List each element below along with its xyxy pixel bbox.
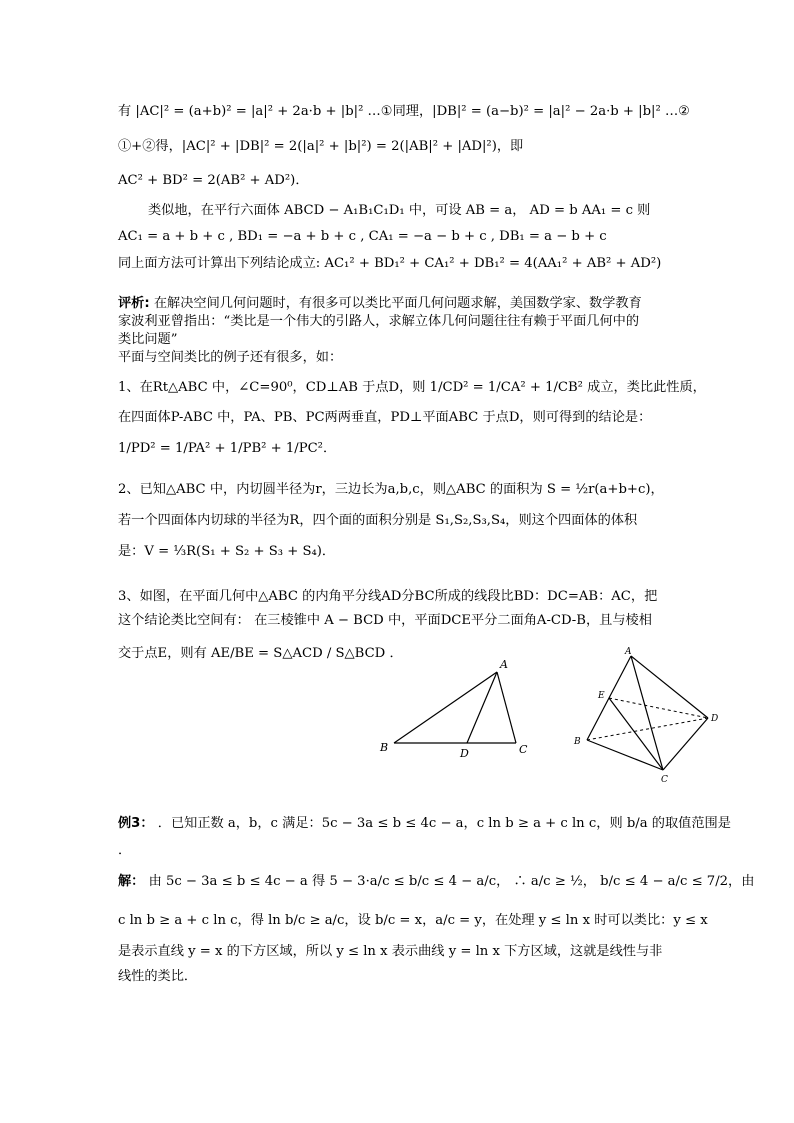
comment-text: 在解决空间几何问题时，有很多可以类比平面几何问题求解，美国数学家、数学教育 [149,296,642,311]
line-5: AC₁ = a + b + c , BD₁ = −a + b + c , CA₁ = −a − b + c , DB₁ = a − b + c [118,229,607,244]
comment-label: 评析: [118,296,150,311]
line-20 [118,815,731,833]
line-18: 这个结论类比空间有： 在三棱锥中 A − BCD 中，平面DCE平分二面角A-CD-B，且与棱相 [118,613,652,628]
triangle-diagram [370,650,545,765]
edge-bd-hidden [587,718,708,740]
line-7 [118,295,683,313]
line-17: 3、如图，在平面几何中△ABC 的内角平分线AD分BC所成的线段比BD：DC=AB：AC，把 [118,589,658,604]
edge-ac [497,672,516,743]
line-3: AC² + BD² = 2(AB² + AD²)． [118,173,309,188]
line-8: 家波利亚曾指出：“类比是一个伟大的引路人，求解立体几何问题往往有赖于平面几何中的 [118,314,640,329]
line-4: 类似地，在平行六面体 ABCD − A₁B₁C₁D₁ 中，可设 AB = a， AD = b AA₁ = c 则 [148,203,651,218]
line-9: 类比问题” [118,332,178,347]
triangle-figure [370,650,545,765]
line-25: 线性的类比． [118,969,198,984]
edge-cd [663,718,708,770]
edge-ac [631,656,663,770]
label-e: E [598,691,605,701]
line-2: ①+②得，|AC|² + |DB|² = 2(|a|² + |b|²) = 2(|AB|² + |AD|²)，即 [118,139,524,154]
line-24: 是表示直线 y = x 的下方区域，所以 y ≤ ln x 表示曲线 y = ln x 下方区域，这就是线性与非 [118,944,663,959]
line-11: 1、在Rt△ABC 中，∠C=90⁰，CD⊥AB 于点D，则 1/CD² = 1/CA² + 1/CB² 成立，类比此性质， [118,380,706,395]
label-a: A [500,658,508,671]
example-label: 例3： [118,816,154,831]
edge-ed-hidden [609,698,708,718]
line-21: ． [118,843,132,858]
label-d: D [460,747,469,760]
label-b: B [574,737,581,747]
line-12: 在四面体P-ABC 中，PA、PB、PC两两垂直，PD⊥平面ABC 于点D，则可得到的结论是： [118,410,652,425]
line-22 [118,873,755,891]
line-13: 1/PD² = 1/PA² + 1/PB² + 1/PC²． [118,441,337,456]
label-a: A [625,647,632,657]
line-10: 平面与空间类比的例子还有很多，如： [118,350,343,365]
solution-text: 由 5c − 3a ≤ b ≤ 4c − a 得 5 − 3·a/c ≤ b/c ≤ 4 − a/c， ∴ a/c ≥ ½， b/c ≤ 4 − a/c ≤ 7/2，由 [144,874,755,889]
line-15: 若一个四面体内切球的半径为R，四个面的面积分别是 S₁,S₂,S₃,S₄，则这个四面体的体积 [118,513,638,528]
line-1: 有 |AC|² = (a+b)² = |a|² + 2a·b + |b|² …①同理，|DB|² = (a−b)² = |a|² − 2a·b + |b|² …② [118,104,690,119]
example-text: ．已知正数 a，b，c 满足：5c − 3a ≤ b ≤ 4c − a，c ln b ≥ a + c ln c，则 b/a 的取值范围是 [153,816,731,831]
edge-ad [631,656,708,718]
line-16: 是：V = ⅓R(S₁ + S₂ + S₃ + S₄)． [118,544,336,559]
label-c: C [661,775,668,785]
line-14: 2、已知△ABC 中，内切圆半径为r，三边长为a,b,c，则△ABC 的面积为 S = ½r(a+b+c)， [118,482,664,497]
tetrahedron-diagram [565,640,725,785]
label-c: C [519,743,528,756]
line-23: c ln b ≥ a + c ln c，得 ln b/c ≥ a/c，设 b/c = x，a/c = y，在处理 y ≤ ln x 时可以类比：y ≤ x [118,913,708,928]
tetrahedron-figure [565,640,725,785]
line-19: 交于点E，则有 AE/BE = S△ACD / S△BCD ． [118,646,403,661]
label-b: B [380,741,389,754]
label-d: D [711,714,719,724]
solution-label: 解： [118,874,145,889]
line-6: 同上面方法可计算出下列结论成立: AC₁² + BD₁² + CA₁² + DB₁² = 4(AA₁² + AB² + AD²) [118,256,662,271]
